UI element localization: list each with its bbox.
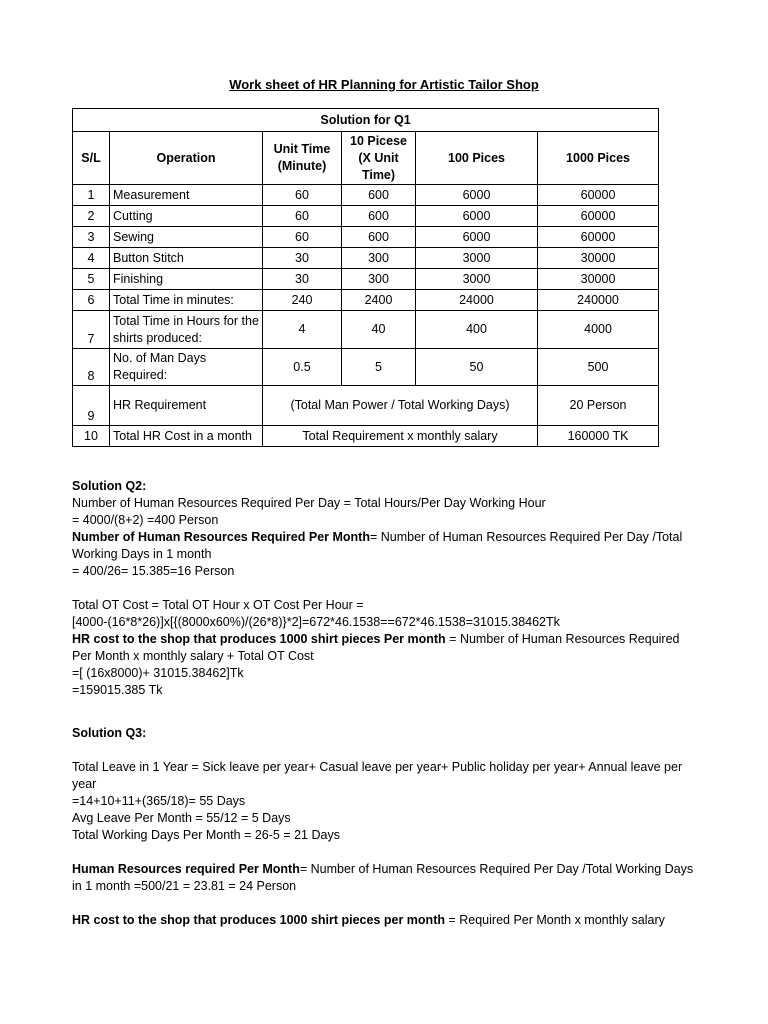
header-operation: Operation [110,132,263,185]
q3-line: Total Leave in 1 Year = Sick leave per year+ Casual leave per year+ Public holiday per year+ Annual leave per year [72,760,683,791]
row-10-pieces: 300 [342,269,416,290]
q2-line: = 4000/(8+2) =400 Person [72,513,219,527]
table-row [73,386,659,426]
q3-line: =14+10+11+(365/18)= 55 Days [72,794,246,808]
row-operation: Total Time in minutes: [110,290,263,311]
row-1000-pieces: 60000 [538,206,659,227]
row-sl: 5 [73,269,110,290]
row-unit-time: 240 [263,290,342,311]
row-unit-time: 0.5 [263,349,342,386]
row-100-pieces: 6000 [416,206,538,227]
row-sl: 2 [73,206,110,227]
row-sl: 8 [73,349,110,386]
ot-line: Total OT Cost = Total OT Hour x OT Cost Per Hour = [72,598,364,612]
row-operation: Cutting [110,206,263,227]
row-sl: 9 [73,386,110,426]
header-10-pieces: 10 Picese (X Unit Time) [342,132,416,185]
row-1000-pieces: 30000 [538,248,659,269]
row-100-pieces: 24000 [416,290,538,311]
row-sl: 6 [73,290,110,311]
table-row [73,349,659,386]
row-operation: Measurement [110,185,263,206]
row-10-pieces: 5 [342,349,416,386]
row-operation: Total Time in Hours for the shirts produced: [110,311,263,349]
table-row [73,185,659,206]
header-100-pieces: 100 Pices [416,132,538,185]
row-unit-time: 4 [263,311,342,349]
q2-cost-line [72,631,702,665]
row-100-pieces: 6000 [416,185,538,206]
q3-hr-text: = Number of Human Resources Required Per Day /Total Working Days in 1 month =500/21 = 23.81 = 24 Person [72,862,694,893]
row-10-pieces: 300 [342,248,416,269]
table-row [73,290,659,311]
row-100-pieces: 3000 [416,269,538,290]
q2-cost-line: =[ (16x8000)+ 31015.38462]Tk [72,666,244,680]
q2-line-text: = Number of Human Resources Required Per Day /Total Working Days in 1 month [72,530,683,561]
row-10-pieces: 600 [342,206,416,227]
table-row [73,248,659,269]
row-operation: Total HR Cost in a month [110,426,263,447]
row-value: 20 Person [538,386,659,426]
row-1000-pieces: 240000 [538,290,659,311]
row-10-pieces: 600 [342,185,416,206]
q3-cost-line [72,912,702,929]
row-sl: 10 [73,426,110,447]
row-sl: 3 [73,227,110,248]
q3-line: Avg Leave Per Month = 55/12 = 5 Days [72,811,291,825]
row-100-pieces: 6000 [416,227,538,248]
q2-cost-line: =159015.385 Tk [72,683,163,697]
row-100-pieces: 3000 [416,248,538,269]
page-title: Work sheet of HR Planning for Artistic Tailor Shop [229,77,539,92]
row-1000-pieces: 60000 [538,227,659,248]
table-row [73,269,659,290]
header-sl: S/L [73,132,110,185]
row-10-pieces: 2400 [342,290,416,311]
table-caption: Solution for Q1 [73,109,659,132]
solution-notes [72,478,702,929]
row-1000-pieces: 60000 [538,185,659,206]
q3-hr-bold: Human Resources required Per Month [72,862,300,876]
q2-line: Number of Human Resources Required Per Day = Total Hours/Per Day Working Hour [72,496,546,510]
table-row [73,206,659,227]
row-1000-pieces: 30000 [538,269,659,290]
q2-heading: Solution Q2: [72,479,147,493]
table-row [73,311,659,349]
row-unit-time: 60 [263,227,342,248]
header-1000-pieces: 1000 Pices [538,132,659,185]
q3-cost-bold: HR cost to the shop that produces 1000 shirt pieces per month [72,913,445,927]
ot-line: [4000-(16*8*26)]x[{(8000x60%)/(26*8)}*2]=672*46.1538==672*46.1538=31015.38462Tk [72,615,560,629]
q3-cost-text: = Required Per Month x monthly salary [445,913,665,927]
row-10-pieces: 600 [342,227,416,248]
q3-hr-line [72,861,702,895]
row-formula: (Total Man Power / Total Working Days) [263,386,538,426]
table-row [73,227,659,248]
row-formula: Total Requirement x monthly salary [263,426,538,447]
q2-line: = 400/26= 15.385=16 Person [72,564,235,578]
header-unit-time: Unit Time (Minute) [263,132,342,185]
q3-line: Total Working Days Per Month = 26-5 = 21 Days [72,828,340,842]
q3-heading: Solution Q3: [72,726,147,740]
row-sl: 1 [73,185,110,206]
q2-cost-bold: HR cost to the shop that produces 1000 shirt pieces Per month [72,632,446,646]
row-unit-time: 60 [263,185,342,206]
row-operation: Button Stitch [110,248,263,269]
q2-line [72,529,702,563]
row-unit-time: 60 [263,206,342,227]
row-100-pieces: 50 [416,349,538,386]
row-sl: 4 [73,248,110,269]
solution-q1-table [72,108,659,447]
row-operation: No. of Man Days Required: [110,349,263,386]
row-operation: Finishing [110,269,263,290]
row-sl: 7 [73,311,110,349]
row-1000-pieces: 4000 [538,311,659,349]
q2-cost-text: = Number of Human Resources Required Per Month x monthly salary + Total OT Cost [72,632,680,663]
row-10-pieces: 40 [342,311,416,349]
table-row [73,426,659,447]
row-operation: Sewing [110,227,263,248]
row-1000-pieces: 500 [538,349,659,386]
row-unit-time: 30 [263,248,342,269]
row-value: 160000 TK [538,426,659,447]
row-unit-time: 30 [263,269,342,290]
q2-bold-label: Number of Human Resources Required Per Month [72,530,370,544]
row-100-pieces: 400 [416,311,538,349]
row-operation: HR Requirement [110,386,263,426]
